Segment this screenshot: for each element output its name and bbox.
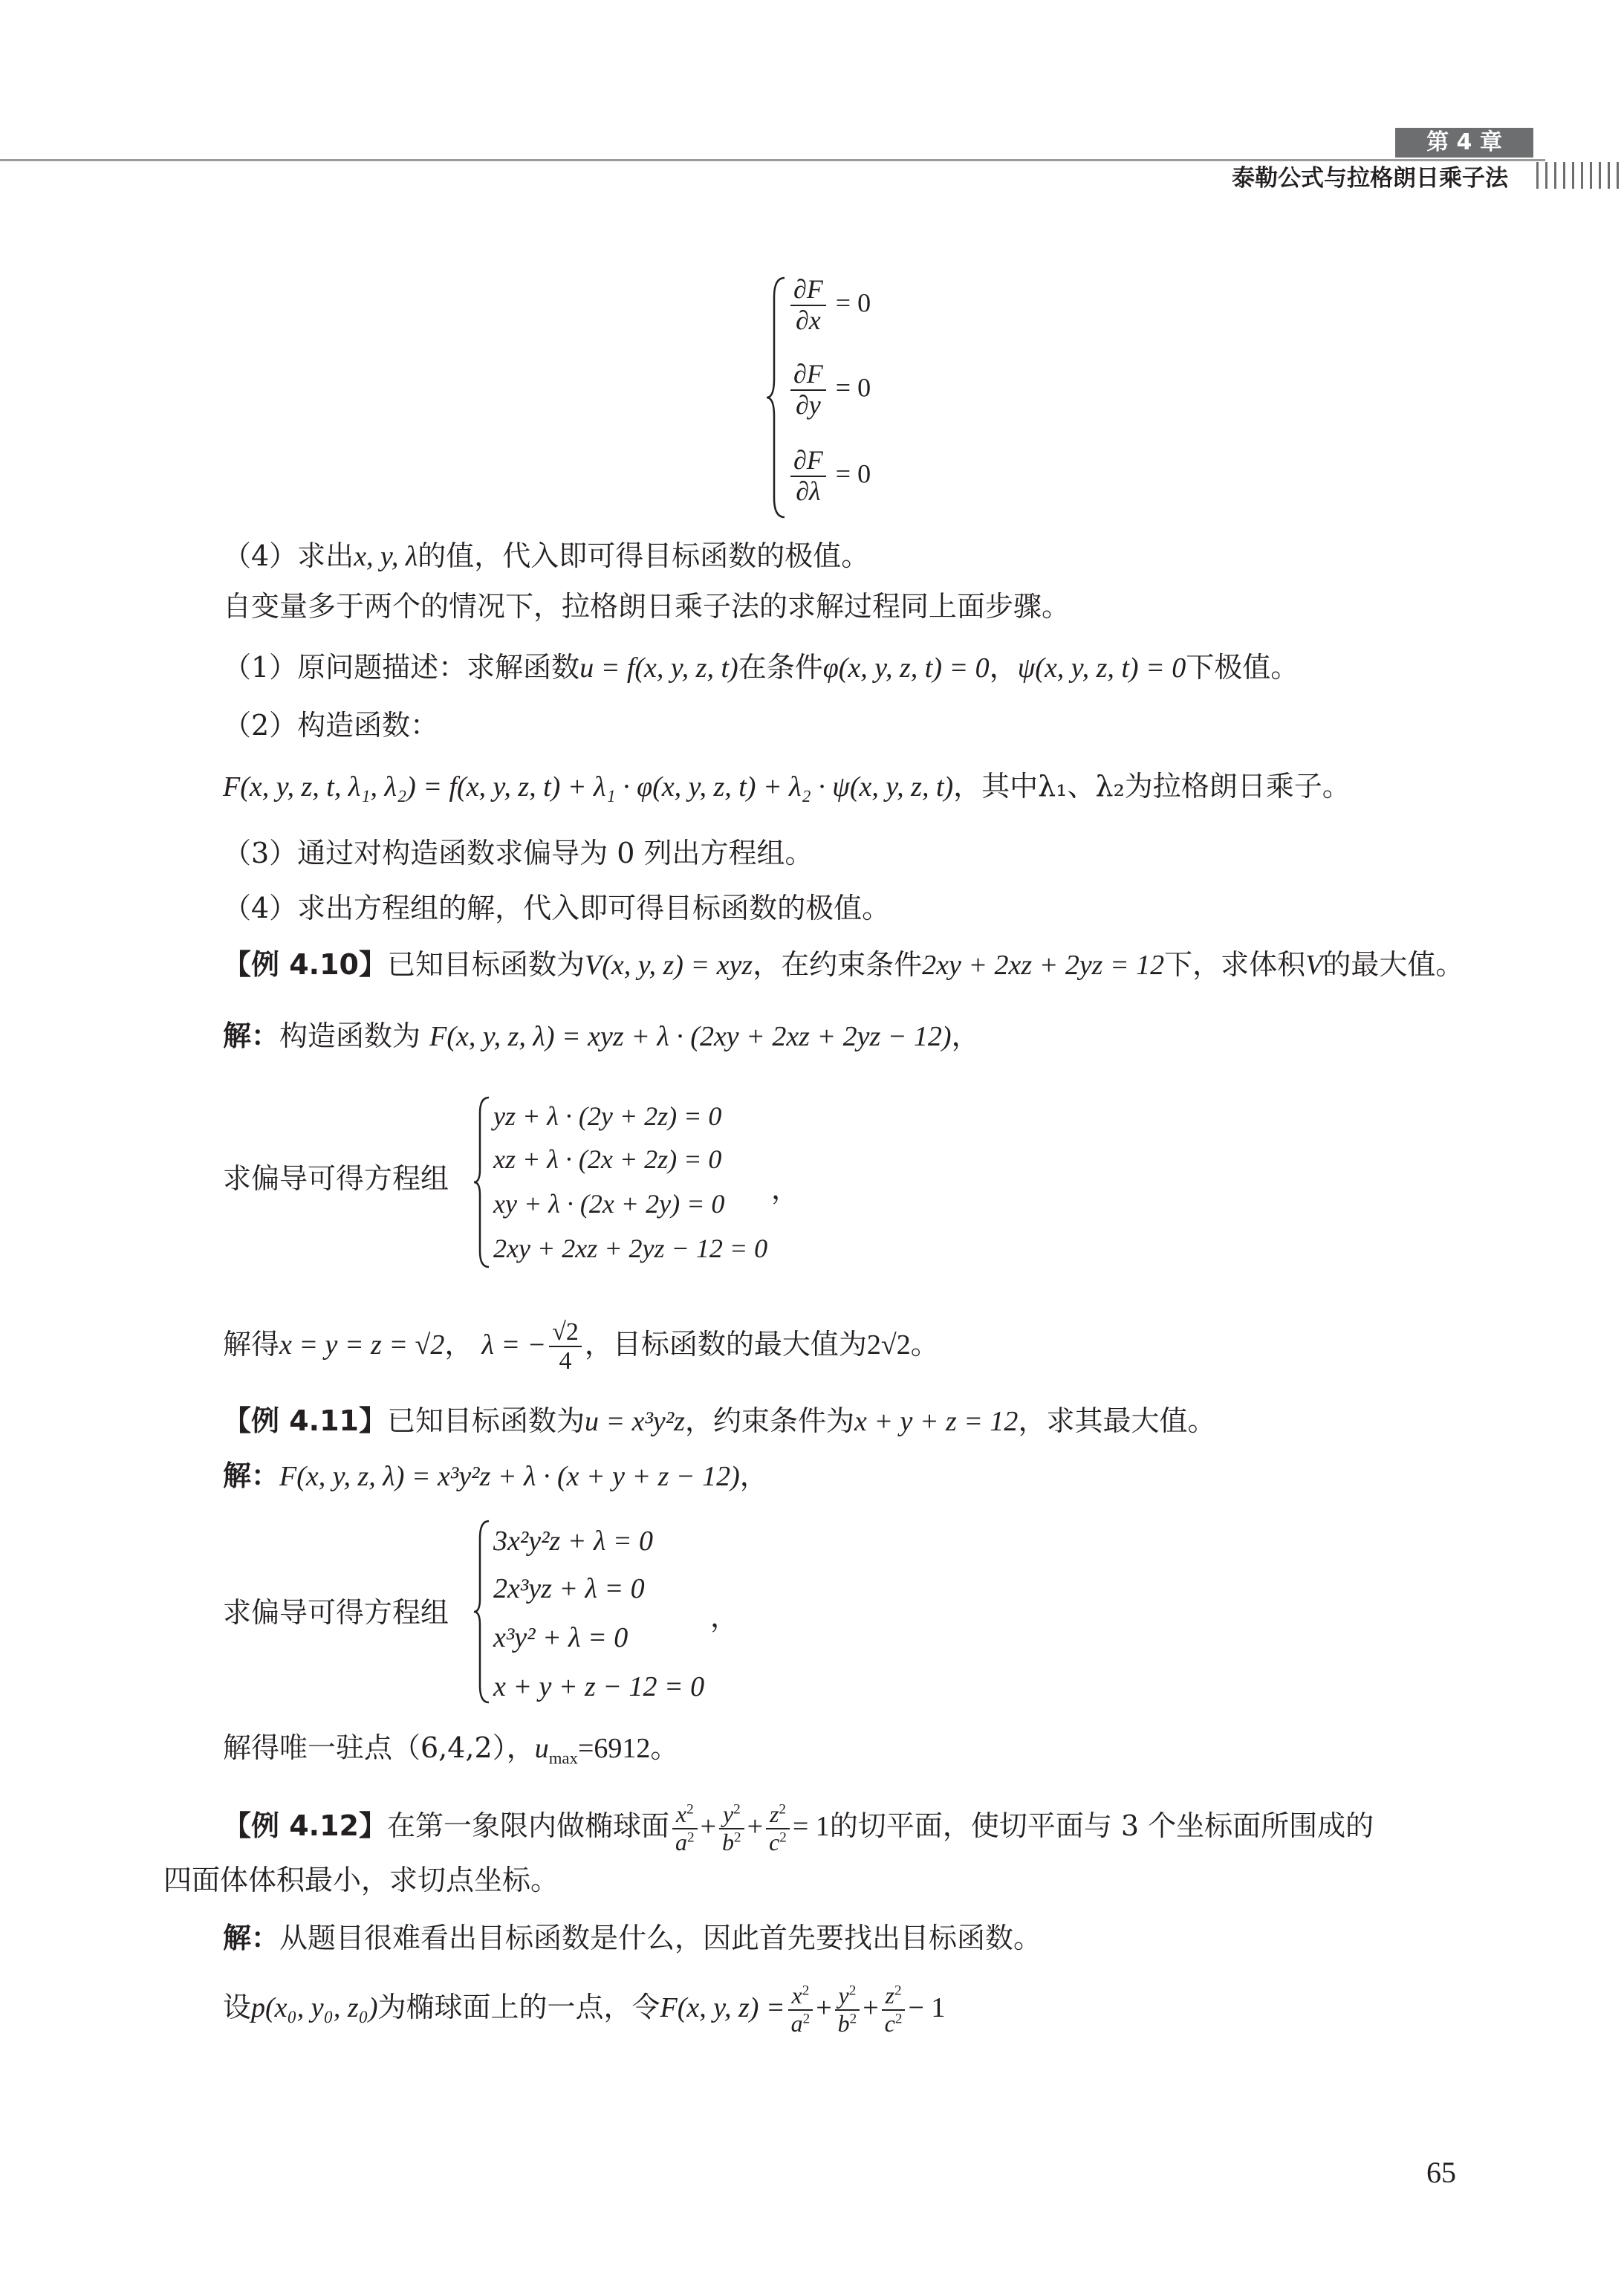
sys410-eq-3: xy + λ · (2x + 2y) = 0 [493, 1189, 725, 1219]
top-eq-1: $\frac{\partial F}{\partial x}$ = 0 [787, 275, 871, 335]
example-4-12: 【例 4.12】在第一象限内做椭球面 $\frac{x^2}{a^2}$ + $\frac{y^2}{b^2}$ + $\frac{z^2}{c^2}$ = 1的切平面，使切平面与 3 个坐标面所围成的 [223, 1800, 1374, 1855]
solution-4-10: 解：构造函数为 F(x, y, z, λ) = xyz + λ · (2xy + 2xz + 2yz − 12)， [223, 1020, 980, 1052]
header-rule [0, 159, 1545, 161]
top-eq-3: $\frac{\partial F}{\partial\lambda}$ = 0 [787, 446, 871, 506]
page-number: 65 [1426, 2156, 1456, 2189]
sys411-eq-3: x³y² + λ = 0 [493, 1622, 629, 1653]
result-4-11: 解得唯一驻点（6,4,2），$u_{max}=6912$。 [223, 1731, 679, 1768]
example-4-10: 【例 4.10】已知目标函数为V(x, y, z) = xyz，在约束条件2xy + 2xz + 2yz = 12下，求体积V的最大值。 [223, 948, 1464, 981]
system-4-10-brace [472, 1095, 492, 1269]
multi-intro: 自变量多于两个的情况下，拉格朗日乘子法的求解过程同上面步骤。 [223, 590, 1071, 623]
s4-line: （4）求出方程组的解，代入即可得目标函数的极值。 [223, 892, 891, 924]
sys411-eq-1: 3x²y²z + λ = 0 [493, 1526, 654, 1557]
s2-formula-line: F(x, y, z, t, λ₁, λ₂) = f(x, y, z, t) + λ₁ · φ(x, y, z, t) + λ₂ · ψ(x, y, z, t)，其中λ₁、λ₂为拉格朗日乘子。 [223, 770, 1351, 803]
set-line: 设p(x₀, y₀, z₀)为椭球面上的一点，令F(x, y, z) = $\frac{x^2}{a^2}$ + $\frac{y^2}{b^2}$ + $\frac{z^2}{c^2}$ − 1 [223, 1982, 946, 2037]
system-4-11-brace [472, 1519, 492, 1705]
s3-line: （3）通过对构造函数求偏导为 0 列出方程组。 [223, 837, 813, 869]
example-4-11: 【例 4.11】已知目标函数为u = x³y²z，约束条件为x + y + z = 12，求其最大值。 [223, 1404, 1216, 1437]
example-4-12-line2: 四面体体积最小，求切点坐标。 [163, 1864, 559, 1896]
header-tick-marks [1536, 162, 1620, 189]
partial-label-4-10: 求偏导可得方程组 [223, 1162, 449, 1195]
step4-line: （4）求出x, y, λ的值，代入即可得目标函数的极值。 [223, 539, 870, 572]
top-system-brace [765, 275, 787, 520]
sys411-eq-2: 2x³yz + λ = 0 [493, 1573, 645, 1604]
sys410-eq-4: 2xy + 2xz + 2yz − 12 = 0 [493, 1234, 768, 1263]
s1-line: （1）原问题描述：求解函数u = f(x, y, z, t)在条件φ(x, y, z, t) = 0，ψ(x, y, z, t) = 0下极值。 [223, 651, 1299, 684]
sys410-eq-1: yz + λ · (2y + 2z) = 0 [493, 1101, 722, 1131]
sys411-comma: ， [710, 1601, 739, 1633]
result-4-10: 解得x = y = z = √2， λ = − $\frac{√2}{4}$ ，目标函数的最大值为2√2。 [223, 1318, 939, 1375]
sys411-eq-4: x + y + z − 12 = 0 [493, 1671, 705, 1702]
s2-line: （2）构造函数： [223, 709, 439, 742]
sys410-eq-2: xz + λ · (2x + 2z) = 0 [493, 1144, 722, 1174]
sys410-comma: ， [771, 1173, 800, 1205]
top-eq-2: $\frac{\partial F}{\partial y}$ = 0 [787, 360, 871, 420]
chapter-label: 第 4 章 [1426, 129, 1502, 155]
solution-4-12: 解：从题目很难看出目标函数是什么，因此首先要找出目标函数。 [223, 1922, 1042, 1954]
partial-label-4-11: 求偏导可得方程组 [223, 1596, 449, 1629]
chapter-title: 泰勒公式与拉格朗日乘子法 [1232, 165, 1508, 192]
solution-4-11: 解：F(x, y, z, λ) = x³y²z + λ · (x + y + z − 12)， [223, 1459, 768, 1492]
